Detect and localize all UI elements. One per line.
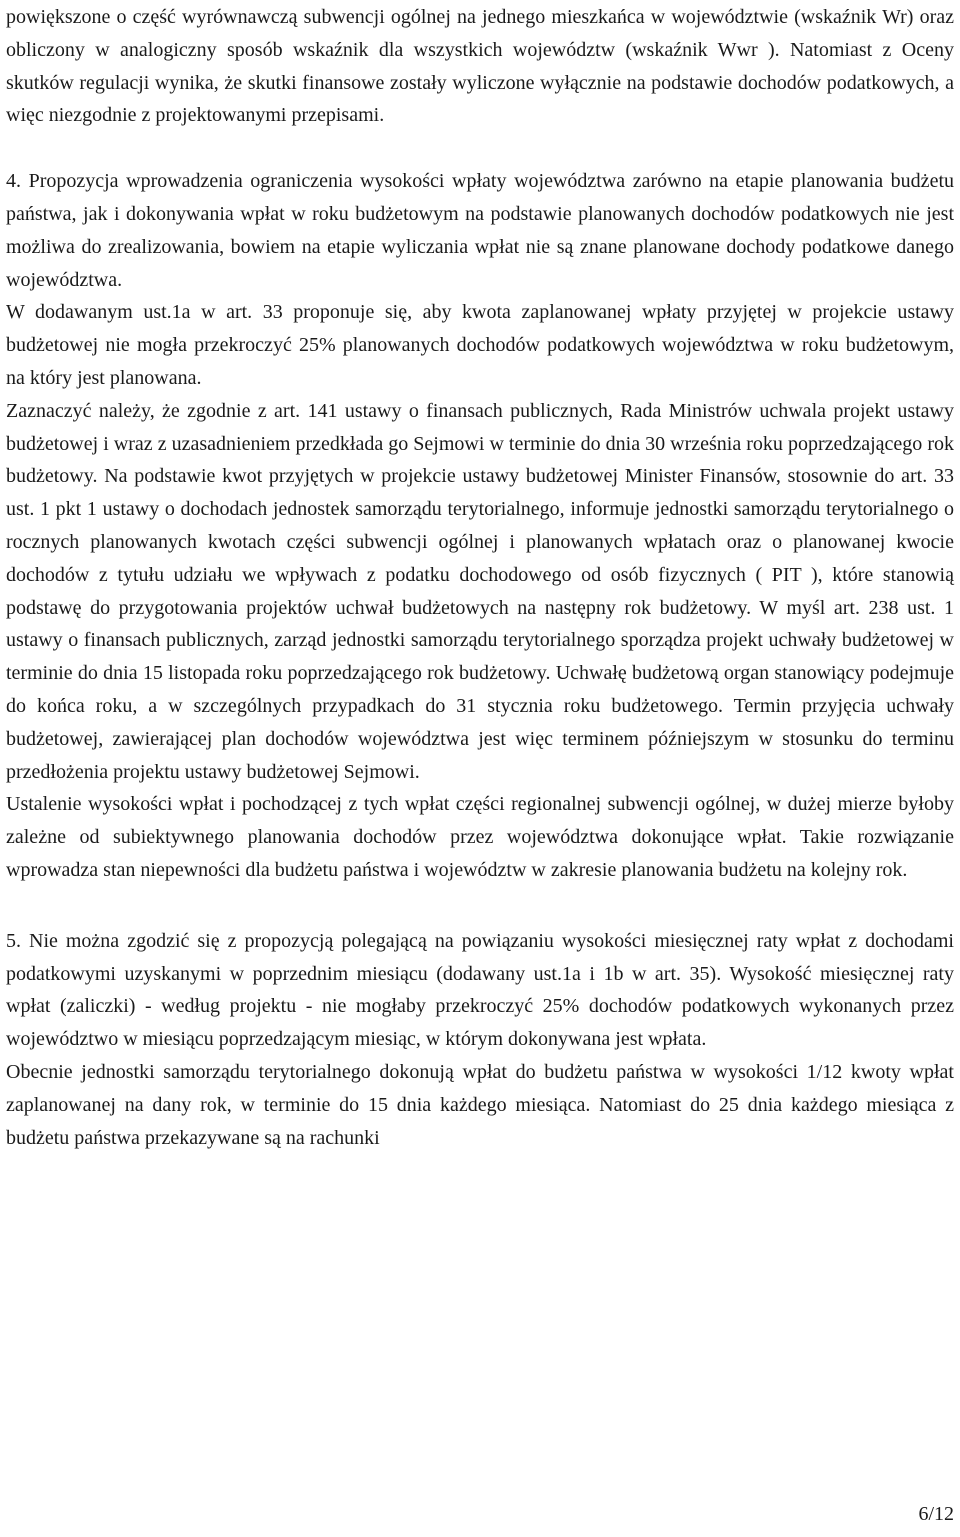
paragraph-art-141: Zaznaczyć należy, że zgodnie z art. 141 ustawy o finansach publicznych, Rada Ministrów uchwala projekt ustawy budżetowej i wraz z uzasadnieniem przedkłada go Sejmowi w terminie do dnia 30 września roku poprzedzającego rok budżetowy. Na podstawie kwot przyjętych w projekcie ustawy budżetowej Minister Finansów, stosownie do art. 33 ust. 1 pkt 1 ustawy o dochodach jednostek samorządu terytorialnego, informuje jednostki samorządu terytorialnego o rocznych planowanych kwotach części subwencji ogólnej i planowanych wpłatach oraz o planowanej kwocie dochodów z tytułu udziału we wpływach z podatku dochodowego od osób fizycznych ( PIT ), które stanowią podstawę do przygotowania projektów uchwał budżetowych na następny rok budżetowy. W myśl art. 238 ust. 1 ustawy o finansach publicznych, zarząd jednostki samorządu terytorialnego sporządza projekt uchwały budżetowej w terminie do dnia 15 listopada roku poprzedzającego rok budżetowy. Uchwałę budżetową organ stanowiący podejmuje do końca roku, a w szczególnych przypadkach do 31 stycznia roku budżetowego. Termin przyjęcia uchwały budżetowej, zawierającej plan dochodów województwa jest więc terminem późniejszym w stosunku do terminu przedłożenia projektu ustawy budżetowej Sejmowi. — [6, 399, 954, 783]
paragraph-point-4: 4. Propozycja wprowadzenia ograniczenia wysokości wpłaty województwa zarówno na etapie planowania budżetu państwa, jak i dokonywania wpłat w roku budżetowym na podstawie planowanych dochodów podatkowych nie jest możliwa do zrealizowania, bowiem na etapie wyliczania wpłat nie są znane planowane dochody podatkowe danego województwa. — [6, 170, 954, 291]
paragraph-ustalenie: Ustalenie wysokości wpłat i pochodzącej z tych wpłat części regionalnej subwencji ogólnej, w dużej mierze byłoby zależne od subiektywnego planowania dochodów przez województwa dokonujące wpłat. Takie rozwiązanie wprowadza stan niepewności dla budżetu państwa i województw w zakresie planowania budżetu na kolejny rok. — [6, 793, 954, 881]
paragraph-ust-1a: W dodawanym ust.1a w art. 33 proponuje się, aby kwota zaplanowanej wpłaty przyjętej w projekcie ustawy budżetowej nie mogła przekroczyć 25% planowanych dochodów podatkowych województwa w roku budżetowym, na który jest planowana. — [6, 301, 954, 389]
paragraph-point-5: 5. Nie można zgodzić się z propozycją polegającą na powiązaniu wysokości miesięcznej raty wpłat z dochodami podatkowymi uzyskanymi w poprzednim miesiącu (dodawany ust.1a i 1b w art. 35). Wysokość miesięcznej raty wpłat (zaliczki) - według projektu - nie mogłaby przekroczyć 25% dochodów podatkowych wykonanych przez województwo w miesiącu poprzedzającym miesiąc, w którym dokonywana jest wpłata. — [6, 929, 954, 1051]
paragraph-obecnie: Obecnie jednostki samorządu terytorialnego dokonują wpłat do budżetu państwa w wysokości 1/12 kwoty wpłat zaplanowanej na dany rok, w terminie do 15 dnia każdego miesiąca. Natomiast do 25 dnia każdego miesiąca z budżetu państwa przekazywane są na rachunki — [6, 1060, 954, 1149]
paragraph-intro: powiększone o część wyrównawczą subwencji ogólnej na jednego mieszkańca w województwie (wskaźnik Wr) oraz obliczony w analogiczny sposób wskaźnik dla wszystkich województw (wskaźnik Wwr ). Natomiast z Oceny skutków regulacji wynika, że skutki finansowe zostały wyliczone wyłącznie na podstawie dochodów podatkowych, a więc niezgodnie z projektowanymi przepisami. — [6, 6, 954, 127]
page-number: 6/12 — [918, 1503, 954, 1525]
